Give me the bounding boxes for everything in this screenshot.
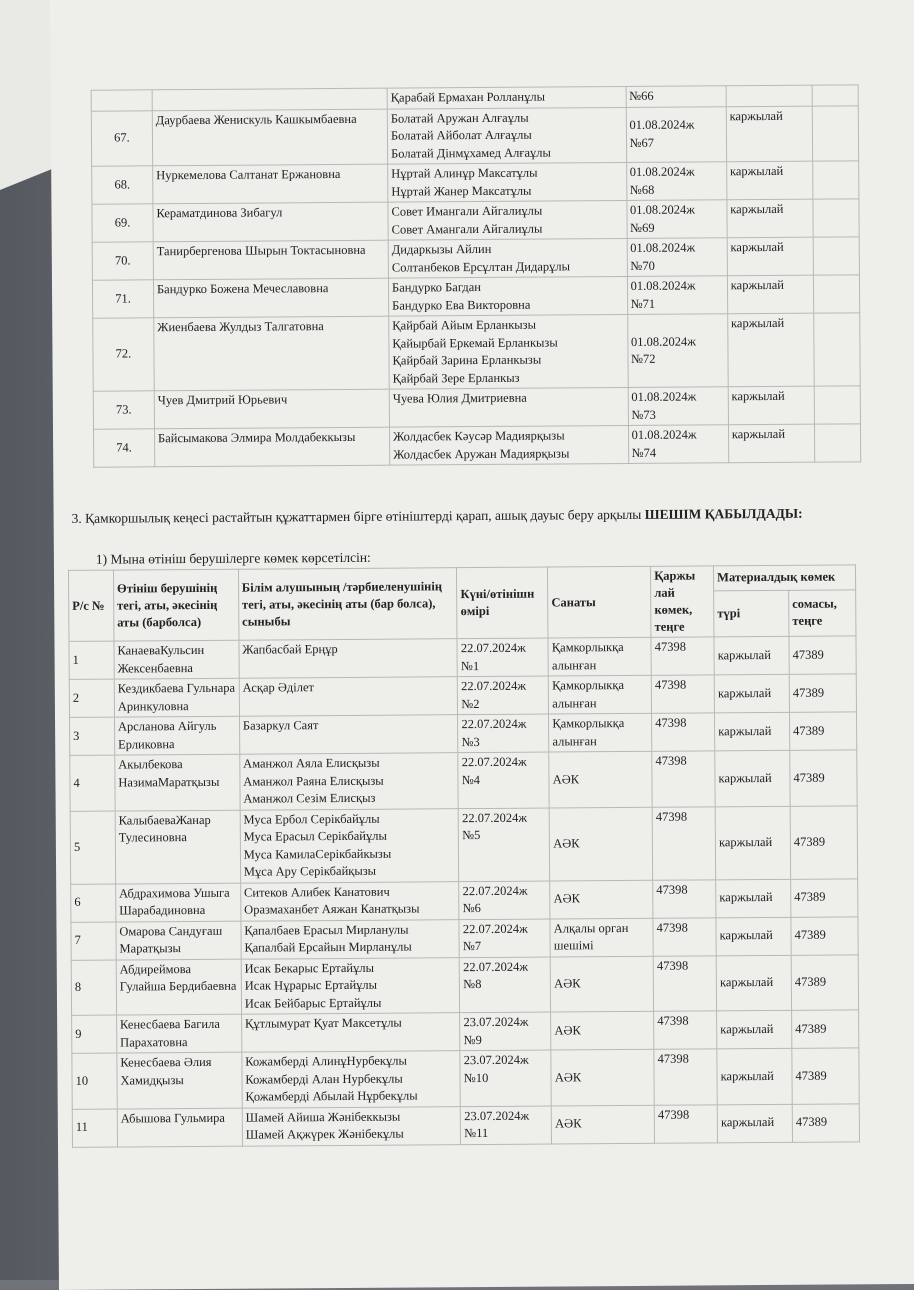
applicant-name: Омарова Сандуғаш Маратқызы xyxy=(116,921,241,960)
aid-amount: 47389 xyxy=(789,674,856,712)
student-name: Кожамберді Алан Нурбекұлы xyxy=(245,1071,403,1087)
aid-type: каржылай xyxy=(715,712,790,751)
date-line: 22.07.2024ж xyxy=(463,959,529,974)
date-cell xyxy=(626,106,727,162)
empty-cell xyxy=(813,161,859,199)
cash-amount: 47398 xyxy=(653,879,716,917)
cash-amount: 47398 xyxy=(654,1049,717,1105)
table-row xyxy=(72,1103,859,1146)
header-student: Білім алушының /тәрбиеленушінің тегі, аты, әкесінің аты (бар болса), сыныбы xyxy=(238,568,457,641)
date-cell xyxy=(459,881,550,920)
child-name: Болатай Дінмұхамед Алғаұлы xyxy=(391,145,551,161)
table-row xyxy=(70,750,857,811)
student-name: Муса Ерасыл Серікбайұлы xyxy=(243,828,387,844)
cash-amount: 47398 xyxy=(652,806,715,879)
aid-type: каржылай xyxy=(715,750,790,806)
cash-amount: 47398 xyxy=(654,1011,717,1049)
table-row xyxy=(92,237,859,280)
row-number: 4 xyxy=(70,755,115,811)
applicant-name: Арсланова Айгуль Ерликовна xyxy=(114,716,239,755)
date-line: 22.07.2024ж xyxy=(461,678,527,694)
category-cell: АӘК xyxy=(551,1105,654,1144)
empty-cell xyxy=(813,275,859,313)
applicant-name: КалыбаеваЖанар Тулесиновна xyxy=(115,810,240,884)
category-cell: Қамкорлыкқа алынған xyxy=(549,713,652,752)
decision-text: 3. Қамкоршылық кеңесі растайтын құжаттармен бірге өтініштерді қарап, ашық дауыс беру арқылы xyxy=(71,506,642,526)
table-row xyxy=(69,674,856,717)
children-cell xyxy=(388,200,627,240)
students-cell xyxy=(241,919,460,959)
row-number xyxy=(91,90,152,111)
row-number: 9 xyxy=(72,1015,117,1053)
date-line: 01.08.2024ж xyxy=(631,427,697,442)
aid-amount: 47389 xyxy=(791,916,858,954)
date-cell xyxy=(458,714,549,753)
aid-amount: 47389 xyxy=(790,805,858,878)
row-number: 71. xyxy=(92,280,153,318)
date-cell xyxy=(627,276,727,315)
student-name: Шамей Айиша Жәнібеккызы xyxy=(245,1109,401,1125)
child-name: Солтанбеков Ерсұлтан Дидарұлы xyxy=(391,258,571,275)
children-cell xyxy=(388,162,627,202)
date-cell xyxy=(628,387,728,426)
row-number: 11 xyxy=(72,1109,117,1147)
date-cell xyxy=(461,1106,552,1145)
row-number: 70. xyxy=(92,242,153,280)
table-row xyxy=(72,1048,859,1109)
applicant-name: Даурбаева Женискуль Кашкымбаевна xyxy=(152,109,387,166)
empty-cell xyxy=(814,386,860,424)
table-row xyxy=(92,161,859,204)
empty-cell xyxy=(812,85,858,106)
date-cell xyxy=(458,752,549,808)
child-name: Қайырбай Еркемай Ерланкызы xyxy=(392,334,558,351)
header-type: түрі xyxy=(714,590,789,637)
header-rs: Р/с № xyxy=(68,570,113,641)
aid-amount: 47389 xyxy=(789,636,856,674)
applicant-name: Бандурко Божена Мечеславовна xyxy=(153,278,388,318)
applicant-name: Абдрахимова Ушыга Шарабадиновна xyxy=(116,883,241,922)
category-cell: Қамкорлыкқа алынған xyxy=(548,675,651,714)
applicant-name: Кенесбаева Әлия Хамидқызы xyxy=(117,1052,242,1108)
empty-cell xyxy=(812,105,858,161)
child-name: Чуева Юлия Дмитриевна xyxy=(392,390,527,406)
aid-kind xyxy=(726,85,812,106)
date-line: 01.08.2024ж xyxy=(630,333,696,349)
date-line: №10 xyxy=(463,1070,489,1085)
aid-kind: каржылай xyxy=(726,106,813,162)
aid-kind: каржылай xyxy=(728,424,815,463)
table-row xyxy=(71,954,858,1015)
child-name: Бандурко Багдан xyxy=(391,279,481,295)
empty-cell xyxy=(813,199,859,237)
applicant-name: Чуев Дмитрий Юрьевич xyxy=(154,389,389,429)
child-name: Нұртай Жанер Максатұлы xyxy=(391,183,532,199)
student-name: Базаркул Саят xyxy=(242,718,319,733)
row-number: 72. xyxy=(93,318,154,391)
date-line: №1 xyxy=(460,658,480,673)
students-cell xyxy=(242,1051,461,1108)
category-cell: АӘК xyxy=(551,1049,654,1105)
applicant-name: Нуркемелова Салтанат Ержановна xyxy=(153,164,388,204)
applicant-name: Кераматдинова Зибагул xyxy=(153,202,388,242)
date-cell xyxy=(457,638,548,677)
student-name: Исак Нұрарыс Ертайұлы xyxy=(244,977,378,993)
children-cell xyxy=(388,238,627,278)
students-cell xyxy=(239,677,458,717)
children-cell xyxy=(389,425,628,465)
aid-kind: каржылай xyxy=(727,199,814,238)
students-cell xyxy=(241,957,460,1014)
row-number: 8 xyxy=(71,960,116,1016)
child-name: Совет Амангали Айгалиұлы xyxy=(391,221,543,237)
date-cell xyxy=(459,808,550,882)
applicant-name: Абышова Гульмира xyxy=(117,1108,242,1147)
cash-amount: 47398 xyxy=(653,955,716,1011)
children-cell xyxy=(389,314,628,389)
date-line: №72 xyxy=(631,351,656,366)
students-cell xyxy=(242,1106,461,1146)
category-cell: АӘК xyxy=(550,880,653,919)
student-name: Мұса Ару Серікбайқызы xyxy=(243,863,377,879)
header-cash: Қаржы лай көмек, теңге xyxy=(651,566,714,637)
main-table xyxy=(68,564,860,1147)
date-cell xyxy=(626,162,726,201)
children-cell xyxy=(387,107,626,164)
children-cell xyxy=(389,387,628,427)
date-cell xyxy=(459,919,550,958)
table-row xyxy=(70,805,857,883)
student-name: Кожамберді АлинұНурбекұлы xyxy=(245,1053,407,1069)
aid-kind: каржылай xyxy=(727,313,814,387)
student-name: Аманжол Раяна Елисқызы xyxy=(243,773,384,789)
date-line: 01.08.2024ж xyxy=(629,117,695,133)
date-line: №4 xyxy=(461,772,481,787)
row-number: 7 xyxy=(71,922,116,960)
students-cell xyxy=(240,808,459,883)
applicant-name: Байсымакова Элмира Молдабеккызы xyxy=(154,427,389,467)
student-name: Оразмаханбет Аяжан Канатқызы xyxy=(244,901,420,917)
aid-amount: 47389 xyxy=(790,750,857,806)
applicant-name: Абдиреймова Гулайша Бердибаевна xyxy=(116,959,241,1015)
row-number: 6 xyxy=(71,884,116,922)
date-line: 23.07.2024ж xyxy=(464,1108,530,1123)
table-row xyxy=(92,199,859,242)
document-page xyxy=(50,0,914,1290)
row-number: 1 xyxy=(69,641,114,679)
category-cell: АӘК xyxy=(551,1011,654,1050)
date-line: 22.07.2024ж xyxy=(462,921,528,936)
child-name: Нұртай Алинұр Максатұлы xyxy=(391,165,538,181)
date-line: №66 xyxy=(629,88,654,103)
table-row xyxy=(69,636,856,679)
date-cell xyxy=(626,200,726,239)
student-name: Қапалбай Ерсайын Мирланұлы xyxy=(244,939,412,955)
student-name: Асқар Әділет xyxy=(242,680,315,695)
aid-kind: каржылай xyxy=(726,161,813,200)
date-line: №70 xyxy=(630,258,655,273)
empty-cell xyxy=(813,237,859,275)
children-cell xyxy=(387,86,626,108)
student-name: Ситеков Алибек Канатович xyxy=(243,884,390,900)
child-name: Болатай Айболат Алғаұлы xyxy=(390,127,532,143)
students-cell xyxy=(240,753,459,810)
empty-cell xyxy=(815,424,861,462)
date-line: №2 xyxy=(461,696,480,711)
children-cell xyxy=(388,276,627,316)
date-line: №8 xyxy=(463,977,482,992)
table-row xyxy=(92,275,859,318)
date-cell xyxy=(460,1012,551,1051)
applicant-name: Танирбергенова Шырын Токтасыновна xyxy=(153,240,388,280)
aid-type: каржылай xyxy=(717,1104,792,1143)
decision-sub: 1) Мына өтініш берушілерге көмек көрсетілсін: xyxy=(95,549,371,567)
student-name: Исак Бекарыс Ертайұлы xyxy=(244,960,375,976)
date-line: №7 xyxy=(462,939,482,954)
date-line: 01.08.2024ж xyxy=(630,240,696,255)
date-line: №71 xyxy=(630,296,656,311)
category-cell: Алқалы орган шешімі xyxy=(550,918,653,957)
date-line: 22.07.2024ж xyxy=(462,883,528,898)
cash-amount: 47398 xyxy=(652,713,715,751)
date-line: №68 xyxy=(629,182,655,197)
row-number: 10 xyxy=(72,1053,117,1109)
aid-amount: 47389 xyxy=(791,878,858,916)
aid-amount: 47389 xyxy=(792,1103,859,1141)
applicant-name: Кездикбаева Гульнара Аринкуловна xyxy=(114,678,239,717)
applicant-name: Жиенбаева Жулдыз Талгатовна xyxy=(154,316,390,391)
aid-type: каржылай xyxy=(717,1010,792,1049)
child-name: Жолдасбек Кәусәр Мадиярқызы xyxy=(393,428,565,444)
aid-type: каржылай xyxy=(716,955,791,1011)
date-line: 23.07.2024ж xyxy=(463,1052,529,1068)
category-cell: Қамкорлыкқа алынған xyxy=(548,637,651,676)
header-date: Күні/өтінішн өмірі xyxy=(457,567,548,639)
cash-amount: 47398 xyxy=(652,751,715,807)
date-line: 22.07.2024ж xyxy=(461,716,527,732)
table-row xyxy=(93,386,860,429)
aid-amount: 47389 xyxy=(792,1010,859,1048)
student-name: Муса КамилаСерікбайкызы xyxy=(243,846,392,862)
row-number: 5 xyxy=(70,811,115,884)
date-cell xyxy=(627,314,728,388)
date-line: №5 xyxy=(462,828,481,843)
date-line: 23.07.2024ж xyxy=(463,1014,529,1030)
row-number: 68. xyxy=(92,166,153,204)
category-cell: АӘК xyxy=(549,751,652,807)
date-line: №3 xyxy=(461,734,480,749)
date-line: 01.08.2024ж xyxy=(629,164,695,179)
header-category: Санаты xyxy=(548,566,651,638)
students-cell xyxy=(239,715,458,755)
table-row xyxy=(91,105,858,166)
header-applicant: Өтініш берушінің тегі, аты, әкесінің аты (барболса) xyxy=(113,569,238,641)
date-line: 22.07.2024ж xyxy=(461,754,527,770)
cash-amount: 47398 xyxy=(651,637,714,675)
child-name: Бандурко Ева Викторовна xyxy=(392,297,531,313)
aid-kind: каржылай xyxy=(728,386,815,425)
student-name: Аманжол Аяла Елисқызы xyxy=(243,755,380,771)
student-name: Исак Бейбарыс Ертайұлы xyxy=(244,995,382,1011)
date-line: №69 xyxy=(630,220,655,235)
category-cell: АӘК xyxy=(549,807,652,881)
student-name: Шамей Ақжүрек Жәнібекұлы xyxy=(245,1126,404,1142)
student-name: Құтлымурат Қуат Максетұлы xyxy=(244,1015,402,1031)
aid-type: каржылай xyxy=(715,806,790,880)
table-row xyxy=(93,313,860,391)
aid-amount: 47389 xyxy=(789,712,856,750)
students-cell xyxy=(239,639,458,679)
date-line: 01.08.2024ж xyxy=(629,202,695,217)
aid-type: каржылай xyxy=(717,1048,792,1104)
table-row xyxy=(70,712,857,755)
applicant-name xyxy=(152,88,387,110)
row-number: 2 xyxy=(69,679,114,717)
students-cell xyxy=(240,881,459,921)
child-name: Қайрбай Зере Ерланкыз xyxy=(392,370,520,386)
child-name: Қайрбай Айым Ерланкызы xyxy=(392,317,537,333)
decision-paragraph xyxy=(72,505,832,528)
date-cell xyxy=(458,676,549,715)
header-amount: сомасы, теңге xyxy=(789,590,856,637)
cash-amount: 47398 xyxy=(654,1104,717,1142)
aid-type: каржылай xyxy=(716,879,791,918)
date-cell xyxy=(460,957,551,1013)
aid-kind: каржылай xyxy=(727,275,814,314)
child-name: Дидаркызы Айлин xyxy=(391,241,492,257)
date-line: №73 xyxy=(631,407,656,422)
date-cell xyxy=(627,238,727,277)
date-line: 01.08.2024ж xyxy=(631,389,697,404)
student-name: Қожамберді Абылай Нұрбекұлы xyxy=(245,1088,418,1104)
date-cell xyxy=(626,86,726,107)
row-number: 74. xyxy=(93,429,154,467)
date-line: №9 xyxy=(463,1032,482,1047)
table-row xyxy=(72,1010,859,1053)
applicant-name: Акылбекова НазимаМаратқызы xyxy=(115,754,240,810)
date-cell xyxy=(460,1050,551,1106)
applicant-name: Кенесбаева Багила Парахатовна xyxy=(116,1014,241,1053)
student-name: Аманжол Сезім Елисқыз xyxy=(243,790,376,806)
table-row xyxy=(71,878,858,921)
aid-type: каржылай xyxy=(716,917,791,956)
aid-type: каржылай xyxy=(714,636,789,675)
header-material: Материалдық көмек xyxy=(714,565,856,591)
table-row xyxy=(71,916,858,959)
child-name: Қарабай Ермахан Ролланұлы xyxy=(390,89,545,105)
decision-bold: ШЕШІМ ҚАБЫЛДАДЫ: xyxy=(644,505,803,522)
row-number: 73. xyxy=(93,391,154,429)
child-name: Жолдасбек Аружан Мадиярқызы xyxy=(393,445,570,462)
student-name: Жапбасбай Ерңұр xyxy=(242,642,338,657)
aid-amount: 47389 xyxy=(791,954,858,1010)
date-line: №6 xyxy=(462,901,481,916)
date-line: №67 xyxy=(629,135,655,150)
row-number: 69. xyxy=(92,204,153,242)
aid-kind: каржылай xyxy=(727,237,814,276)
aid-type: каржылай xyxy=(714,674,789,713)
aid-amount: 47389 xyxy=(792,1048,859,1104)
row-number: 3 xyxy=(70,717,115,755)
child-name: Қайрбай Зарина Ерланкызы xyxy=(392,352,542,368)
applicant-name: КанаеваКульсин Жексенбаевна xyxy=(114,640,239,679)
date-line: 01.08.2024ж xyxy=(630,278,696,293)
date-line: №11 xyxy=(464,1125,489,1141)
date-line: 22.07.2024ж xyxy=(460,640,526,656)
student-name: Муса Ербол Серікбайұлы xyxy=(243,811,380,827)
date-line: №74 xyxy=(631,445,657,460)
date-line: 22.07.2024ж xyxy=(462,810,528,825)
category-cell: АӘК xyxy=(550,956,653,1012)
students-cell xyxy=(241,1013,460,1053)
table-row xyxy=(93,424,860,467)
cash-amount: 47398 xyxy=(651,675,714,713)
empty-cell xyxy=(814,313,860,386)
student-name: Қапалбаев Ерасыл Мирланулы xyxy=(244,922,409,938)
top-table xyxy=(91,84,862,467)
child-name: Совет Имангали Айгалиұлы xyxy=(391,203,543,219)
cash-amount: 47398 xyxy=(653,917,716,955)
child-name: Болатай Аружан Алғаұлы xyxy=(390,110,529,126)
row-number: 67. xyxy=(91,110,152,166)
date-cell xyxy=(628,425,728,464)
